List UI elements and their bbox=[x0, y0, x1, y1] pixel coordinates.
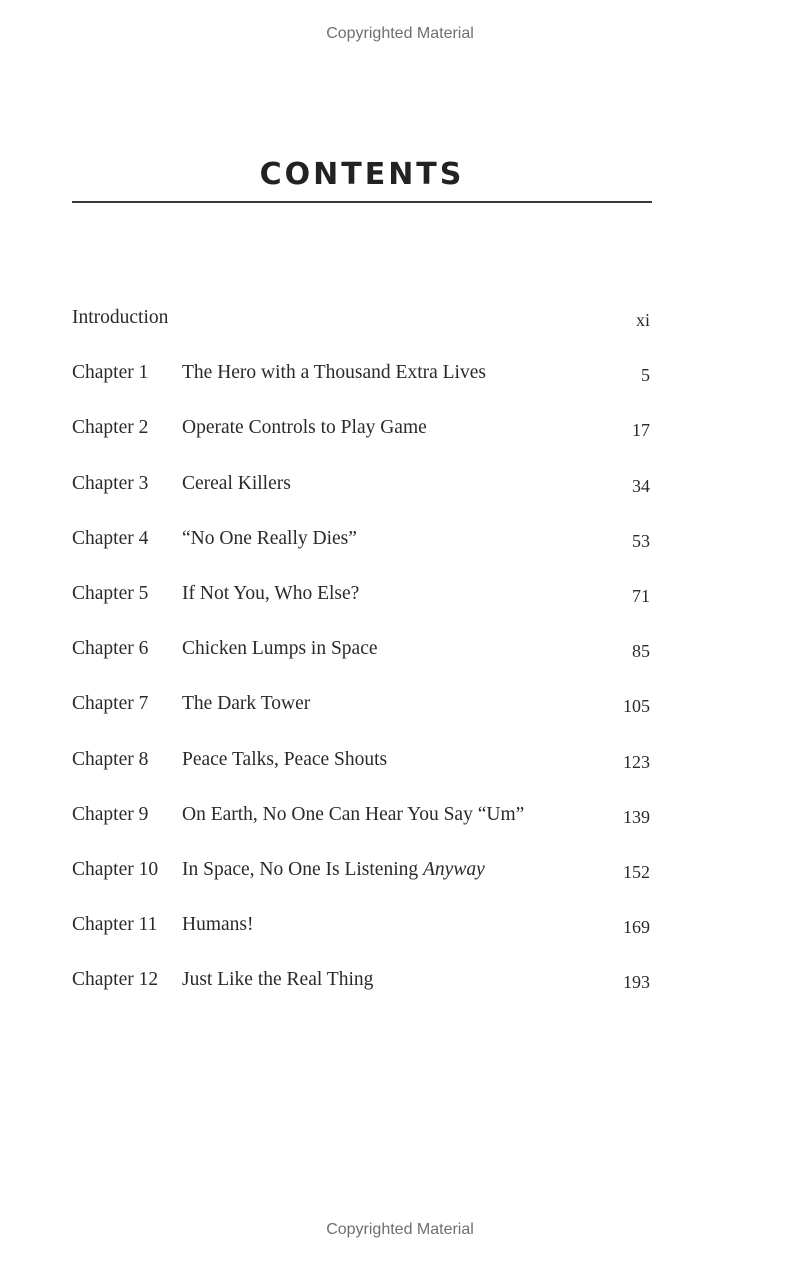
toc-entry-chapter-6 bbox=[70, 629, 652, 684]
toc-entry-chapter-5 bbox=[70, 574, 652, 629]
toc-page-number: 123 bbox=[623, 751, 650, 772]
toc-entry-chapter-3 bbox=[70, 464, 652, 519]
toc-page-number: 5 bbox=[641, 365, 650, 386]
toc-page-number: 169 bbox=[623, 917, 650, 938]
toc-entry-label: Chapter 5 bbox=[72, 582, 149, 604]
toc-entry-label: Chapter 4 bbox=[72, 527, 149, 549]
copyright-watermark-top: Copyrighted Material bbox=[326, 25, 474, 42]
table-of-contents bbox=[70, 298, 652, 1015]
toc-entry-title-roman: In Space, No One Is Listening bbox=[182, 858, 419, 880]
toc-entry-label: Chapter 1 bbox=[72, 362, 149, 384]
toc-entry-title: Operate Controls to Play Game bbox=[182, 417, 427, 439]
toc-entry-title: Chicken Lumps in Space bbox=[182, 638, 378, 660]
toc-entry-chapter-7 bbox=[70, 684, 652, 739]
toc-entry-label: Chapter 2 bbox=[72, 417, 149, 439]
toc-entry-label: Chapter 3 bbox=[72, 472, 149, 494]
toc-entry-title: On Earth, No One Can Hear You Say “Um” bbox=[182, 803, 525, 825]
toc-entry-title: “No One Really Dies” bbox=[182, 527, 357, 549]
toc-entry-chapter-9 bbox=[70, 795, 652, 850]
toc-entry-chapter-4 bbox=[70, 519, 652, 574]
toc-entry-label: Chapter 7 bbox=[72, 693, 149, 715]
toc-entry-title: Just Like the Real Thing bbox=[182, 969, 374, 991]
toc-entry-title: The Dark Tower bbox=[182, 693, 311, 715]
heading-rule bbox=[72, 201, 652, 203]
toc-entry-title: The Hero with a Thousand Extra Lives bbox=[182, 362, 486, 384]
toc-page-number: 34 bbox=[632, 475, 650, 496]
contents-heading: CONTENTS bbox=[259, 157, 465, 192]
toc-entry-chapter-8 bbox=[70, 740, 652, 795]
toc-page-number: 193 bbox=[623, 972, 650, 993]
toc-entry-title: Cereal Killers bbox=[182, 472, 291, 494]
toc-page-number: 152 bbox=[623, 861, 650, 882]
toc-entry-label: Introduction bbox=[72, 307, 169, 328]
toc-entry-label: Chapter 6 bbox=[72, 638, 149, 660]
toc-entry-introduction bbox=[70, 298, 652, 353]
toc-entry-label: Chapter 11 bbox=[72, 914, 158, 936]
toc-entry-title-italic: Anyway bbox=[423, 858, 485, 880]
toc-entry-title: If Not You, Who Else? bbox=[182, 582, 360, 604]
toc-entry-label: Chapter 10 bbox=[72, 858, 159, 880]
toc-entry-label: Chapter 12 bbox=[72, 969, 159, 991]
toc-entry-title: Humans! bbox=[182, 914, 254, 936]
toc-entry-title bbox=[182, 850, 485, 890]
toc-page-number: 139 bbox=[623, 806, 650, 827]
toc-entry-label: Chapter 9 bbox=[72, 803, 149, 825]
toc-entry-chapter-2 bbox=[70, 408, 652, 463]
toc-page-number: xi bbox=[635, 310, 650, 330]
toc-entry-chapter-1 bbox=[70, 353, 652, 408]
toc-entry-title: Peace Talks, Peace Shouts bbox=[182, 748, 388, 770]
toc-entry-chapter-12 bbox=[70, 960, 652, 1015]
copyright-watermark-bottom: Copyrighted Material bbox=[326, 1221, 474, 1238]
toc-page-number: 71 bbox=[632, 585, 650, 606]
toc-page-number: 17 bbox=[632, 420, 650, 441]
toc-entry-chapter-10 bbox=[70, 850, 652, 905]
toc-entry-chapter-11 bbox=[70, 905, 652, 960]
toc-page-number: 105 bbox=[623, 696, 650, 717]
toc-page-number: 85 bbox=[632, 641, 650, 662]
toc-page-number: 53 bbox=[632, 530, 650, 551]
toc-entry-label: Chapter 8 bbox=[72, 748, 149, 770]
